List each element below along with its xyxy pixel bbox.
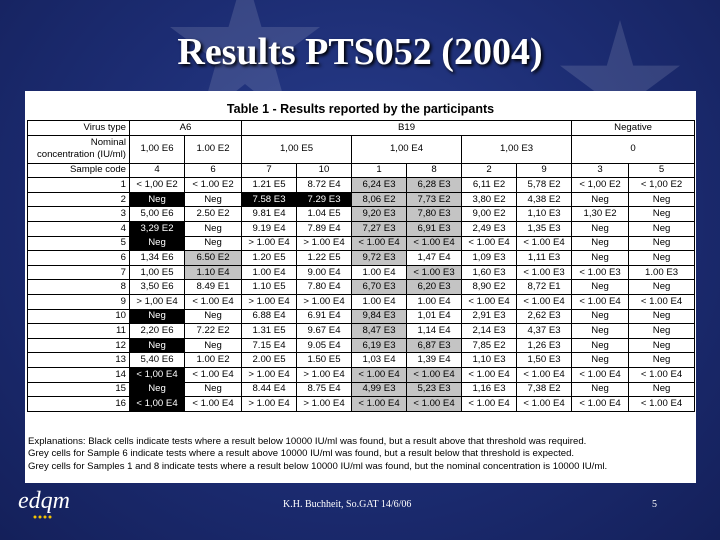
result-cell: Neg xyxy=(629,309,695,324)
result-cell: Neg xyxy=(629,251,695,266)
result-cell: < 1.00 E4 xyxy=(352,367,407,382)
result-cell: 6,24 E3 xyxy=(352,178,407,193)
result-cell: 6.50 E2 xyxy=(185,251,242,266)
result-cell: 1.00 E4 xyxy=(242,265,297,280)
table-row xyxy=(28,338,695,353)
table-row xyxy=(28,353,695,368)
sample-code: 9 xyxy=(517,163,572,178)
table-row xyxy=(28,236,695,251)
result-cell: < 1.00 E4 xyxy=(462,367,517,382)
table-row xyxy=(28,382,695,397)
result-cell: 8.44 E4 xyxy=(242,382,297,397)
edqm-logo xyxy=(18,488,88,522)
result-cell: < 1.00 E4 xyxy=(185,294,242,309)
result-cell: < 1.00 E4 xyxy=(407,367,462,382)
result-cell: 1,35 E3 xyxy=(517,221,572,236)
lab-number: 10 xyxy=(28,309,130,324)
nominal-label-line2: concentration (IU/ml) xyxy=(36,149,126,161)
result-cell: 9.00 E4 xyxy=(297,265,352,280)
result-cell: 1,26 E3 xyxy=(517,338,572,353)
result-cell: < 1.00 E4 xyxy=(572,367,629,382)
nominal-concentration-label xyxy=(28,135,130,163)
result-cell: Neg xyxy=(130,382,185,397)
table-row xyxy=(28,251,695,266)
explanation-line: Explanations: Black cells indicate tests where a result below 10000 IU/ml was found, but a result above that threshold was required. xyxy=(28,436,587,447)
result-cell: 2,62 E3 xyxy=(517,309,572,324)
result-cell: Neg xyxy=(572,382,629,397)
result-cell: < 1,00 E2 xyxy=(130,178,185,193)
result-cell: < 1.00 E4 xyxy=(629,367,695,382)
result-cell: < 1,00 E4 xyxy=(130,397,185,412)
result-cell: 7.89 E4 xyxy=(297,221,352,236)
lab-number: 6 xyxy=(28,251,130,266)
nominal-value: 0 xyxy=(572,135,695,163)
result-cell: < 1.00 E4 xyxy=(462,236,517,251)
sample-code-label: Sample code xyxy=(28,163,130,178)
result-cell: 1,47 E4 xyxy=(407,251,462,266)
result-cell: 5,40 E6 xyxy=(130,353,185,368)
result-cell: 1,30 E2 xyxy=(572,207,629,222)
result-cell: 9.81 E4 xyxy=(242,207,297,222)
result-cell: 1.21 E5 xyxy=(242,178,297,193)
sample-code: 8 xyxy=(407,163,462,178)
result-cell: 6,28 E3 xyxy=(407,178,462,193)
result-cell: Neg xyxy=(185,382,242,397)
result-cell: > 1.00 E4 xyxy=(242,397,297,412)
result-cell: > 1.00 E4 xyxy=(297,367,352,382)
nominal-value: 1,00 E6 xyxy=(130,135,185,163)
result-cell: 3,80 E2 xyxy=(462,192,517,207)
result-cell: Neg xyxy=(572,280,629,295)
result-cell: 1.31 E5 xyxy=(242,324,297,339)
result-cell: 2,14 E3 xyxy=(462,324,517,339)
result-cell: > 1,00 E4 xyxy=(130,294,185,309)
result-cell: 6,11 E2 xyxy=(462,178,517,193)
lab-number: 16 xyxy=(28,397,130,412)
result-cell: < 1.00 E4 xyxy=(572,397,629,412)
result-cell: 9.67 E4 xyxy=(297,324,352,339)
result-cell: 7.15 E4 xyxy=(242,338,297,353)
result-cell: 7.58 E3 xyxy=(242,192,297,207)
result-cell: 1.04 E5 xyxy=(297,207,352,222)
result-cell: 8,06 E2 xyxy=(352,192,407,207)
result-cell: Neg xyxy=(185,338,242,353)
lab-number: 7 xyxy=(28,265,130,280)
result-cell: 6,91 E3 xyxy=(407,221,462,236)
result-cell: < 1.00 E3 xyxy=(407,265,462,280)
result-cell: 7,38 E2 xyxy=(517,382,572,397)
result-cell: 6.91 E4 xyxy=(297,309,352,324)
result-cell: 1.00 E4 xyxy=(407,294,462,309)
result-cell: 6,19 E3 xyxy=(352,338,407,353)
result-cell: 5,00 E6 xyxy=(130,207,185,222)
table-row xyxy=(28,221,695,236)
results-panel xyxy=(25,91,696,483)
table-row xyxy=(28,397,695,412)
result-cell: 1,00 E5 xyxy=(130,265,185,280)
sample-code: 2 xyxy=(462,163,517,178)
result-cell: < 1.00 E4 xyxy=(629,397,695,412)
result-cell: 1.00 E2 xyxy=(185,353,242,368)
explanation-line: Grey cells for Samples 1 and 8 indicate tests where a result below 10000 IU/ml was found, but the nominal concentration is 10000 IU/ml. xyxy=(28,460,608,472)
sample-code: 3 xyxy=(572,163,629,178)
result-cell: < 1.00 E4 xyxy=(517,397,572,412)
result-cell: Neg xyxy=(572,324,629,339)
result-cell: < 1.00 E4 xyxy=(352,236,407,251)
result-cell: > 1.00 E4 xyxy=(297,294,352,309)
result-cell: 9.05 E4 xyxy=(297,338,352,353)
result-cell: 8.49 E1 xyxy=(185,280,242,295)
virus-type-label: Virus type xyxy=(28,121,130,136)
table-row xyxy=(28,324,695,339)
result-cell: 1,16 E3 xyxy=(462,382,517,397)
result-cell: Neg xyxy=(572,338,629,353)
virus-group-b19: B19 xyxy=(242,121,572,136)
lab-number: 11 xyxy=(28,324,130,339)
table-row xyxy=(28,294,695,309)
lab-number: 2 xyxy=(28,192,130,207)
result-cell: 1,01 E4 xyxy=(407,309,462,324)
result-cell: > 1.00 E4 xyxy=(242,236,297,251)
lab-number: 15 xyxy=(28,382,130,397)
result-cell: 2.00 E5 xyxy=(242,353,297,368)
result-cell: < 1.00 E4 xyxy=(352,397,407,412)
result-cell: Neg xyxy=(629,192,695,207)
result-cell: < 1.00 E4 xyxy=(572,294,629,309)
results-body xyxy=(28,178,695,412)
result-cell: Neg xyxy=(629,207,695,222)
result-cell: Neg xyxy=(130,338,185,353)
table-row xyxy=(28,265,695,280)
lab-number: 8 xyxy=(28,280,130,295)
result-cell: 4,38 E2 xyxy=(517,192,572,207)
virus-group-negative: Negative xyxy=(572,121,695,136)
nominal-value: 1,00 E3 xyxy=(462,135,572,163)
virus-group-a6: A6 xyxy=(130,121,242,136)
result-cell: 1,10 E3 xyxy=(517,207,572,222)
footer-author: K.H. Buchheit, So.GAT 14/6/06 xyxy=(283,499,412,510)
result-cell: < 1.00 E4 xyxy=(185,367,242,382)
result-cell: < 1.00 E4 xyxy=(407,397,462,412)
result-cell: Neg xyxy=(629,338,695,353)
result-cell: Neg xyxy=(629,382,695,397)
result-cell: 8.75 E4 xyxy=(297,382,352,397)
result-cell: 1.10 E4 xyxy=(185,265,242,280)
result-cell: 1,10 E3 xyxy=(462,353,517,368)
result-cell: 6,20 E3 xyxy=(407,280,462,295)
result-cell: Neg xyxy=(572,236,629,251)
result-cell: 1,11 E3 xyxy=(517,251,572,266)
table-row xyxy=(28,192,695,207)
result-cell: 6,87 E3 xyxy=(407,338,462,353)
sample-code: 10 xyxy=(297,163,352,178)
nominal-value: 1.00 E2 xyxy=(185,135,242,163)
virus-type-row xyxy=(28,121,695,136)
result-cell: Neg xyxy=(629,221,695,236)
result-cell: 7,85 E2 xyxy=(462,338,517,353)
sample-code: 4 xyxy=(130,163,185,178)
result-cell: Neg xyxy=(572,251,629,266)
result-cell: 1,14 E4 xyxy=(407,324,462,339)
result-cell: Neg xyxy=(629,324,695,339)
result-cell: 1.00 E3 xyxy=(629,265,695,280)
result-cell: Neg xyxy=(130,236,185,251)
logo-stars-icon xyxy=(32,514,54,520)
result-cell: 1.20 E5 xyxy=(242,251,297,266)
result-cell: > 1.00 E4 xyxy=(242,367,297,382)
table-row xyxy=(28,367,695,382)
explanations xyxy=(28,436,692,473)
result-cell: 2,91 E3 xyxy=(462,309,517,324)
result-cell: 4,99 E3 xyxy=(352,382,407,397)
result-cell: 1,39 E4 xyxy=(407,353,462,368)
result-cell: 1.22 E5 xyxy=(297,251,352,266)
result-cell: Neg xyxy=(185,236,242,251)
result-cell: 1.10 E5 xyxy=(242,280,297,295)
result-cell: 2,20 E6 xyxy=(130,324,185,339)
result-cell: < 1,00 E4 xyxy=(130,367,185,382)
result-cell: < 1.00 E4 xyxy=(517,294,572,309)
result-cell: 7.29 E3 xyxy=(297,192,352,207)
result-cell: 1,09 E3 xyxy=(462,251,517,266)
result-cell: > 1.00 E4 xyxy=(242,294,297,309)
result-cell: < 1.00 E4 xyxy=(185,397,242,412)
result-cell: 1,60 E3 xyxy=(462,265,517,280)
slide-title: Results PTS052 (2004) xyxy=(177,31,543,73)
lab-number: 9 xyxy=(28,294,130,309)
lab-number: 1 xyxy=(28,178,130,193)
result-cell: 3,50 E6 xyxy=(130,280,185,295)
result-cell: 1.00 E4 xyxy=(352,265,407,280)
result-cell: < 1,00 E2 xyxy=(629,178,695,193)
sample-code: 5 xyxy=(629,163,695,178)
result-cell: Neg xyxy=(130,192,185,207)
lab-number: 12 xyxy=(28,338,130,353)
result-cell: > 1.00 E4 xyxy=(297,397,352,412)
result-cell: 8,72 E1 xyxy=(517,280,572,295)
result-cell: 7,27 E3 xyxy=(352,221,407,236)
result-cell: 9.19 E4 xyxy=(242,221,297,236)
result-cell: > 1.00 E4 xyxy=(297,236,352,251)
result-cell: < 1.00 E4 xyxy=(462,294,517,309)
result-cell: 5,78 E2 xyxy=(517,178,572,193)
lab-number: 3 xyxy=(28,207,130,222)
result-cell: 1,03 E4 xyxy=(352,353,407,368)
result-cell: 9,84 E3 xyxy=(352,309,407,324)
result-cell: 2.50 E2 xyxy=(185,207,242,222)
result-cell: < 1.00 E4 xyxy=(407,236,462,251)
nominal-value: 1,00 E5 xyxy=(242,135,352,163)
result-cell: Neg xyxy=(130,309,185,324)
result-cell: Neg xyxy=(572,353,629,368)
result-cell: Neg xyxy=(572,309,629,324)
result-cell: < 1.00 E3 xyxy=(572,265,629,280)
result-cell: < 1,00 E2 xyxy=(572,178,629,193)
lab-number: 13 xyxy=(28,353,130,368)
nominal-label-line1: Nominal xyxy=(90,137,126,149)
result-cell: < 1.00 E2 xyxy=(185,178,242,193)
sample-code: 7 xyxy=(242,163,297,178)
result-cell: < 1.00 E4 xyxy=(517,236,572,251)
result-cell: 6,70 E3 xyxy=(352,280,407,295)
result-cell: 7,73 E2 xyxy=(407,192,462,207)
result-cell: Neg xyxy=(629,236,695,251)
explanation-line: Grey cells for Sample 6 indicate tests where a result above 10000 IU/ml was found, but a result below that threshold is expected. xyxy=(28,448,575,460)
result-cell: 3,29 E2 xyxy=(130,221,185,236)
result-cell: 7.22 E2 xyxy=(185,324,242,339)
table-title: Table 1 - Results reported by the participants xyxy=(226,102,495,116)
logo-text: edqm xyxy=(18,488,70,514)
table-row xyxy=(28,280,695,295)
result-cell: Neg xyxy=(185,221,242,236)
nominal-value: 1,00 E4 xyxy=(352,135,462,163)
result-cell: 5,23 E3 xyxy=(407,382,462,397)
result-cell: Neg xyxy=(629,280,695,295)
result-cell: 8,47 E3 xyxy=(352,324,407,339)
result-cell: Neg xyxy=(185,309,242,324)
table-row xyxy=(28,207,695,222)
result-cell: < 1.00 E3 xyxy=(517,265,572,280)
result-cell: 9,72 E3 xyxy=(352,251,407,266)
result-cell: < 1.00 E4 xyxy=(517,367,572,382)
result-cell: 6.88 E4 xyxy=(242,309,297,324)
nominal-concentration-row xyxy=(28,135,695,163)
lab-number: 4 xyxy=(28,221,130,236)
result-cell: 8,90 E2 xyxy=(462,280,517,295)
result-cell: 1.50 E5 xyxy=(297,353,352,368)
page-number: 5 xyxy=(652,499,657,510)
result-cell: < 1.00 E4 xyxy=(629,294,695,309)
result-cell: 1,50 E3 xyxy=(517,353,572,368)
result-cell: Neg xyxy=(629,353,695,368)
result-cell: 8.72 E4 xyxy=(297,178,352,193)
result-cell: 1.00 E4 xyxy=(352,294,407,309)
result-cell: 4,37 E3 xyxy=(517,324,572,339)
result-cell: Neg xyxy=(572,221,629,236)
sample-code: 1 xyxy=(352,163,407,178)
result-cell: 7,80 E3 xyxy=(407,207,462,222)
result-cell: Neg xyxy=(185,192,242,207)
lab-number: 14 xyxy=(28,367,130,382)
table-row xyxy=(28,178,695,193)
result-cell: 9,00 E2 xyxy=(462,207,517,222)
result-cell: 2,49 E3 xyxy=(462,221,517,236)
sample-code-row xyxy=(28,163,695,178)
lab-number: 5 xyxy=(28,236,130,251)
result-cell: 7.80 E4 xyxy=(297,280,352,295)
result-cell: 1,34 E6 xyxy=(130,251,185,266)
results-table xyxy=(27,120,695,412)
result-cell: < 1.00 E4 xyxy=(462,397,517,412)
table-row xyxy=(28,309,695,324)
result-cell: 9,20 E3 xyxy=(352,207,407,222)
sample-code: 6 xyxy=(185,163,242,178)
result-cell: Neg xyxy=(572,192,629,207)
